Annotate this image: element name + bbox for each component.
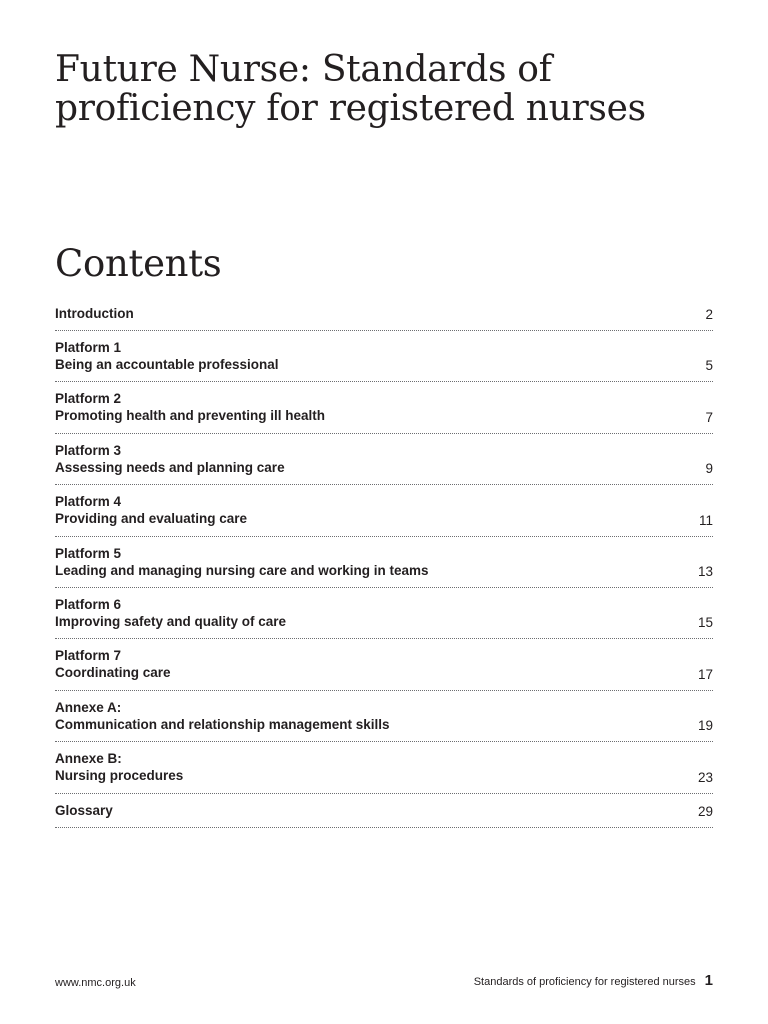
toc-item-subtitle: Improving safety and quality of care: [55, 613, 287, 629]
toc-item-title: Platform 4: [55, 494, 122, 510]
toc-item-title: Platform 3: [55, 442, 122, 458]
toc-item-platform-5[interactable]: [55, 537, 713, 588]
toc-item-platform-6[interactable]: [55, 588, 713, 639]
toc-item-annexe-a[interactable]: [55, 691, 713, 742]
footer-page-number: 1: [704, 972, 713, 989]
toc-item-platform-1[interactable]: [55, 331, 713, 382]
toc-item-title: Platform 5: [55, 545, 122, 561]
toc-item-title: Platform 1: [55, 340, 122, 355]
toc-item-subtitle: Coordinating care: [55, 665, 171, 681]
toc-item-title: Annexe B:: [55, 751, 122, 767]
toc-page-number: 11: [698, 512, 713, 528]
footer-website-link[interactable]: www.nmc.org.uk: [55, 977, 136, 989]
toc-item-title: Platform 2: [55, 391, 122, 407]
toc-item-subtitle: Leading and managing nursing care and working in teams: [55, 562, 429, 578]
toc-item-subtitle: Assessing needs and planning care: [55, 459, 285, 475]
toc-page-number: 19: [697, 718, 713, 734]
toc-item-annexe-b[interactable]: [55, 742, 713, 793]
toc-item-subtitle: Nursing procedures: [55, 768, 184, 784]
toc-page-number: 15: [697, 615, 713, 631]
toc-page-number: 13: [697, 563, 713, 579]
toc-item-platform-2[interactable]: [55, 382, 713, 433]
footer-document-title: Standards of proficiency for registered nurses: [473, 976, 696, 988]
toc-item-subtitle: Promoting health and preventing ill health: [55, 408, 326, 424]
toc-item-glossary[interactable]: [55, 794, 713, 828]
toc-page-number: 7: [705, 409, 713, 425]
toc-item-title: Glossary: [55, 802, 113, 818]
table-of-contents: [55, 297, 713, 828]
toc-item-platform-7[interactable]: [55, 639, 713, 690]
toc-page-number: 9: [705, 461, 713, 477]
toc-page-number: 2: [705, 307, 713, 322]
toc-page-number: 17: [697, 666, 713, 682]
contents-heading: Contents: [55, 242, 222, 285]
toc-item-subtitle: Being an accountable professional: [55, 357, 279, 372]
toc-page-number: 23: [697, 769, 713, 785]
toc-item-title: Platform 7: [55, 648, 122, 664]
toc-item-subtitle: Communication and relationship management skills: [55, 716, 390, 732]
toc-item-title: Introduction: [55, 306, 134, 321]
toc-item-platform-3[interactable]: [55, 434, 713, 485]
toc-item-title: Platform 6: [55, 596, 122, 612]
toc-item-introduction[interactable]: [55, 297, 713, 331]
toc-item-platform-4[interactable]: [55, 485, 713, 536]
toc-item-subtitle: Providing and evaluating care: [55, 511, 248, 527]
footer-right: [474, 972, 713, 990]
toc-page-number: 5: [705, 358, 713, 374]
document-title: Future Nurse: Standards of proficiency for registered nurses: [55, 49, 646, 129]
toc-page-number: 29: [697, 803, 713, 819]
toc-item-title: Annexe A:: [55, 699, 122, 715]
